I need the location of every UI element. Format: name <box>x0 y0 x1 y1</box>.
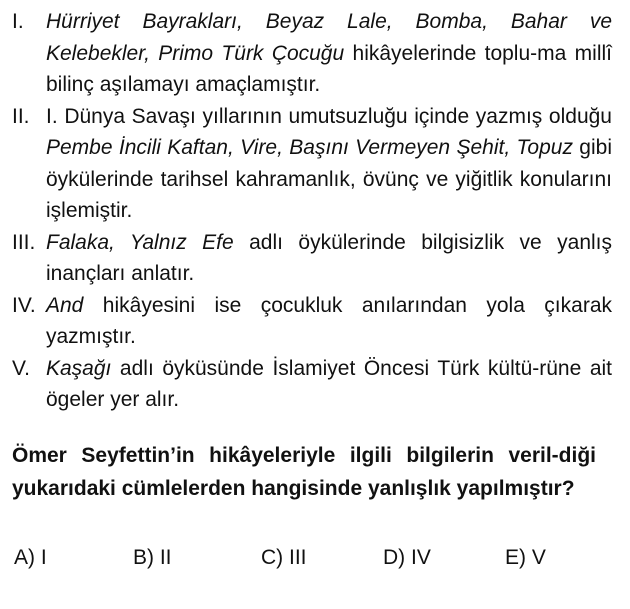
statement-text <box>46 227 612 290</box>
option-a[interactable]: A) I <box>14 546 47 569</box>
statement-numeral: V. <box>12 356 30 380</box>
statement-text <box>46 101 612 227</box>
statement-text <box>46 290 612 353</box>
statement-segment: I. Dünya Savaşı yıllarının umutsuzluğu içinde yazmış olduğu <box>46 104 612 128</box>
option-b[interactable]: B) II <box>133 546 172 569</box>
statement-segment: hikâyesini ise çocukluk anılarından yola çıkarak yazmıştır. <box>46 293 612 348</box>
statement-segment: adlı öyküsünde İslamiyet Öncesi Türk kültü-rüne ait ögeler yer alır. <box>46 356 612 411</box>
italic-work-titles: Hürriyet Bayrakları, Beyaz Lale, Bomba, Bahar ve Kelebekler, Primo Türk Çocuğu <box>46 10 612 65</box>
statement-segment: gibi öykülerinde tarihsel kahramanlık, övünç ve yiğitlik konularını işlemiştir. <box>46 136 612 222</box>
statement-numeral: I. <box>12 10 24 33</box>
italic-work-titles: Kaşağı <box>46 356 112 380</box>
statement-numeral: II. <box>12 104 30 128</box>
statement-4 <box>12 290 612 353</box>
option-e[interactable]: E) V <box>505 546 546 569</box>
italic-work-titles: Pembe İncili Kaftan, Vire, Başını Vermeyen Şehit, Topuz <box>46 136 573 159</box>
option-c[interactable]: C) III <box>261 546 307 569</box>
statement-segment: hikâyelerinde toplu-ma millî bilinç aşılamayı amaçlamıştır. <box>46 41 612 96</box>
statement-numeral: III. <box>12 230 36 254</box>
italic-work-titles: And <box>46 293 84 317</box>
question-stem: Ömer Seyfettin’in hikâyeleriyle ilgili bilgilerin veril-diği yukarıdaki cümlelerden hangisinde yanlışlık yapılmıştır? <box>12 444 596 500</box>
statement-list <box>12 6 612 416</box>
statement-1 <box>12 6 612 101</box>
option-d[interactable]: D) IV <box>383 546 431 569</box>
statement-3 <box>12 227 612 290</box>
statement-text <box>46 6 612 101</box>
statement-text <box>46 353 612 416</box>
statement-5 <box>12 353 612 416</box>
statement-numeral: IV. <box>12 293 36 317</box>
statement-2 <box>12 101 612 227</box>
statement-segment: adlı öykülerinde bilgisizlik ve yanlış inançları anlatır. <box>46 230 612 285</box>
italic-work-titles: Falaka, Yalnız Efe <box>46 230 234 254</box>
